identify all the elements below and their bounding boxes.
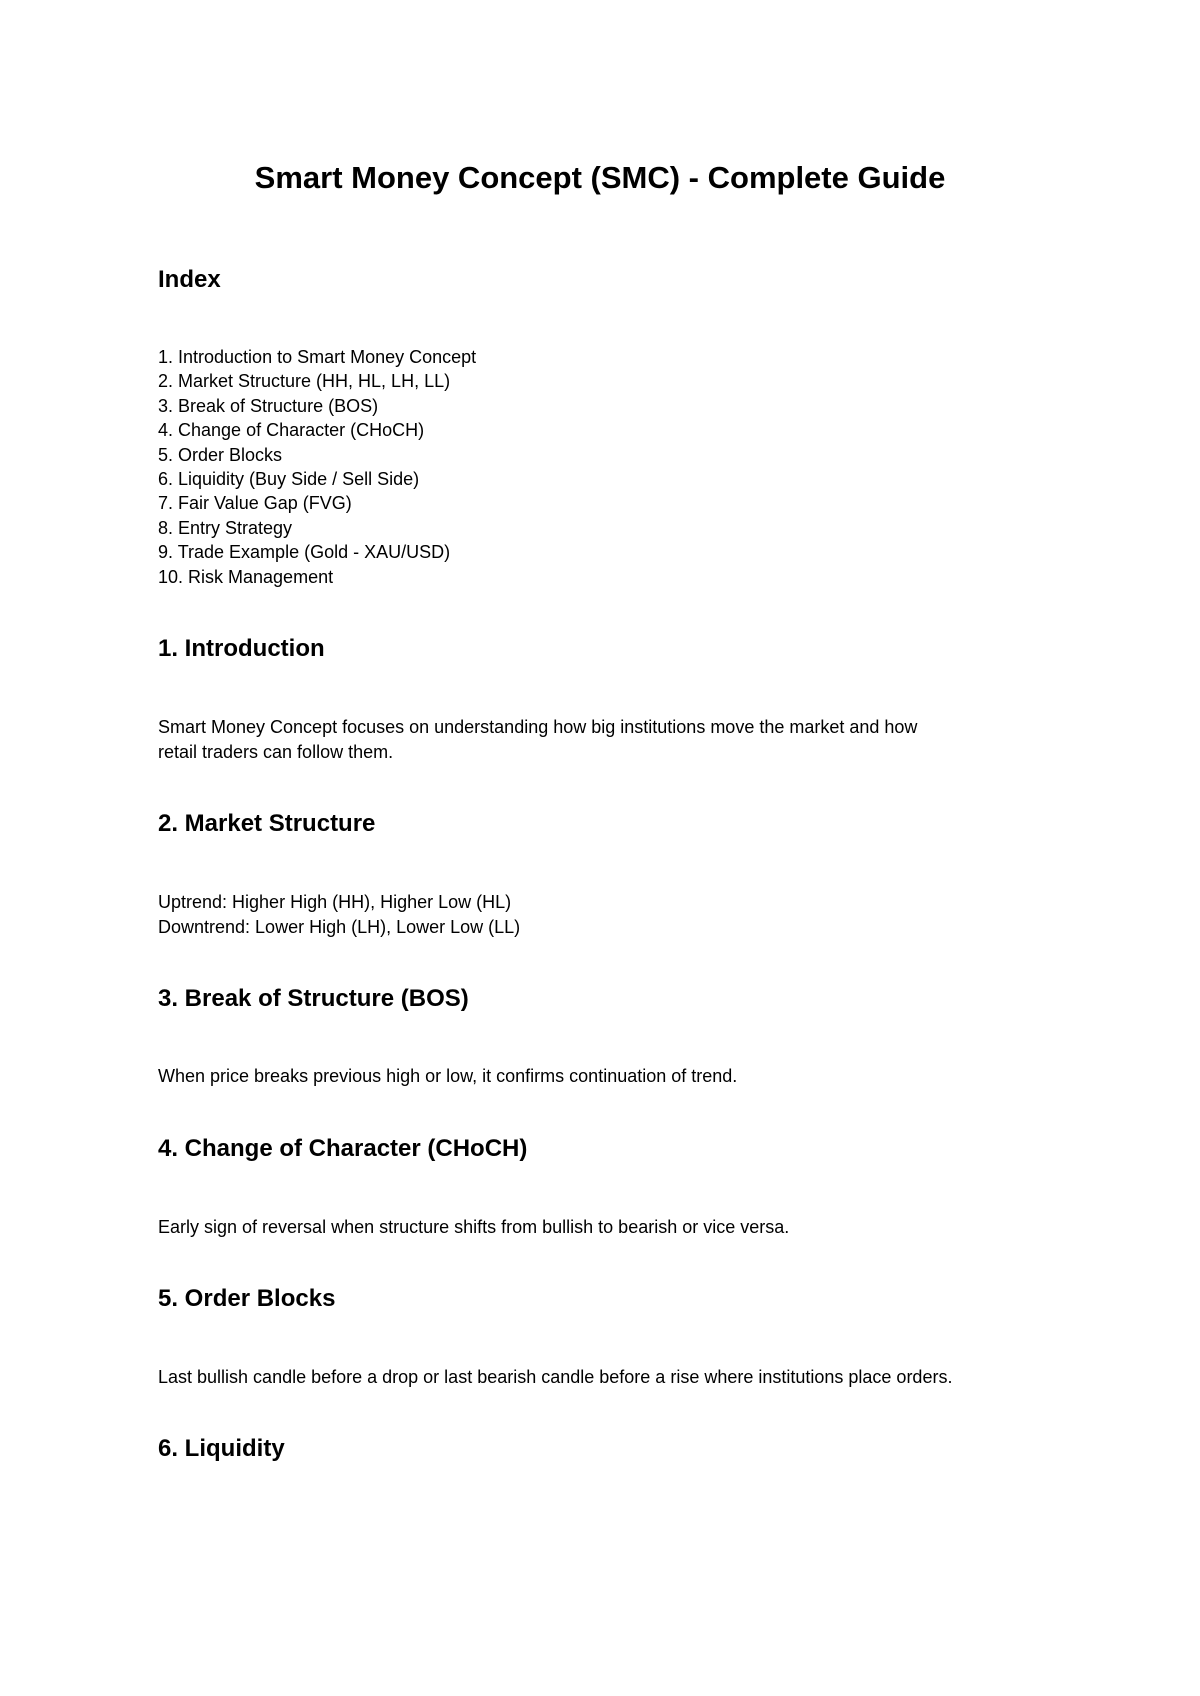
section-text-change-of-character: Early sign of reversal when structure shifts from bullish to bearish or vice versa. [158,1217,790,1237]
section-heading-order-blocks: 5. Order Blocks [158,1285,336,1312]
section-text-uptrend: Uptrend: Higher High (HH), Higher Low (HL) [158,892,512,912]
section-heading-change-of-character: 4. Change of Character (CHoCH) [158,1135,528,1162]
index-item: 9. Trade Example (Gold - XAU/USD) [158,542,451,563]
index-list [158,345,476,589]
index-item: 8. Entry Strategy [158,517,293,538]
section-heading-market-structure: 2. Market Structure [158,810,376,837]
document-title: Smart Money Concept (SMC) - Complete Guide [254,160,946,195]
index-item: 5. Order Blocks [158,444,283,465]
section-text-order-blocks: Last bullish candle before a drop or last bearish candle before a rise where institutions place orders. [158,1367,953,1387]
index-item: 10. Risk Management [158,566,334,587]
section-text-break-of-structure: When price breaks previous high or low, it confirms continuation of trend. [158,1066,738,1086]
section-heading-liquidity: 6. Liquidity [158,1435,285,1462]
index-item: 7. Fair Value Gap (FVG) [158,493,352,514]
section-heading-break-of-structure: 3. Break of Structure (BOS) [158,985,469,1012]
section-heading-introduction: 1. Introduction [158,635,325,662]
index-item: 2. Market Structure (HH, HL, LH, LL) [158,371,451,392]
section-text-introduction-line-1: Smart Money Concept focuses on understanding how big institutions move the market and how [158,717,918,737]
index-item: 4. Change of Character (CHoCH) [158,420,425,441]
index-heading: Index [158,266,221,293]
index-item: 1. Introduction to Smart Money Concept [158,347,477,367]
index-item: 6. Liquidity (Buy Side / Sell Side) [158,469,420,490]
section-text-downtrend: Downtrend: Lower High (LH), Lower Low (LL) [158,917,521,937]
index-item: 3. Break of Structure (BOS) [158,395,379,416]
section-text-introduction-line-2: retail traders can follow them. [158,742,394,762]
